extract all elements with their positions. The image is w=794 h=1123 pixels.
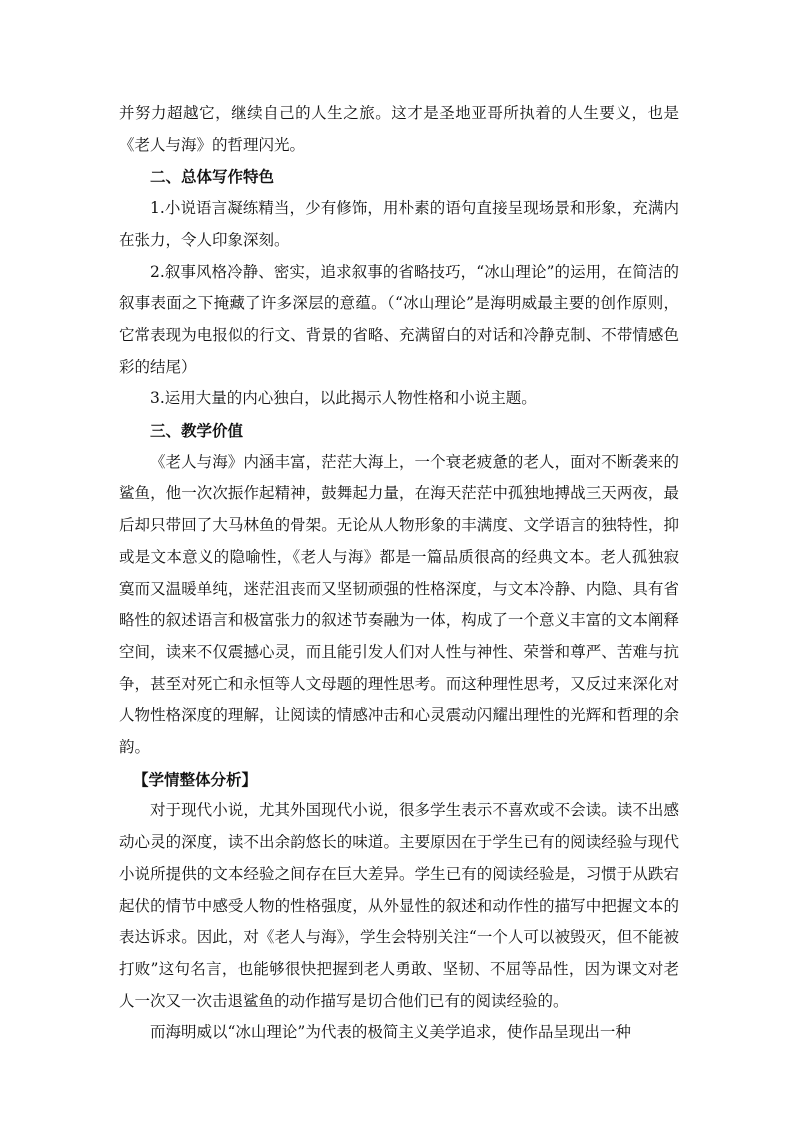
teaching-value-paragraph: 《老人与海》内涵丰富，茫茫大海上，一个衰老疲惫的老人，面对不断袭来的鲨鱼，他一次次振作起精神，鼓舞起力量，在海天茫茫中孤独地搏战三天两夜，最后却只带回了大马林鱼的骨架。无论从人物形象的丰满度、文学语言的独特性，抑或是文本意义的隐喻性，《老人与海》都是一篇品质很高的经典文本。老人孤独寂寞而又温暖单纯，迷茫沮丧而又坚韧顽强的性格深度，与文本冷静、内隐、具有省略性的叙述语言和极富张力的叙述节奏融为一体，构成了一个意义丰富的文本阐释空间，读来不仅震撼心灵，而且能引发人们对人性与神性、荣誉和尊严、苦难与抗争，甚至对死亡和永恒等人文母题的理性思考。而这种理性思考，又反过来深化对人物性格深度的理解，让阅读的情感冲击和心灵震动闪耀出理性的光辉和哲理的余韵。 <box>119 452 679 757</box>
section-heading-student-analysis: 【学情整体分析】 <box>132 769 257 789</box>
document-body <box>119 98 679 1049</box>
section-heading-teaching-value: 三、教学价值 <box>150 421 244 441</box>
feature-paragraph-3: 3.运用大量的内心独白，以此揭示人物性格和小说主题。 <box>150 389 537 408</box>
closing-paragraph: 而海明威以“冰山理论”为代表的极简主义美学追求，使作品呈现出一种 <box>150 1023 631 1042</box>
feature-paragraph-2: 2.叙事风格冷静、密实，追求叙事的省略技巧，“冰山理论”的运用，在简洁的叙事表面之下掩藏了许多深层的意蕴。（“冰山理论”是海明威最主要的创作原则，它常表现为电报似的行文、背景的省略、充满留白的对话和冷静克制、不带情感色彩的结尾） <box>119 262 679 376</box>
section-heading-writing-features: 二、总体写作特色 <box>150 167 275 187</box>
feature-paragraph-1: 1.小说语言凝练精当，少有修饰，用朴素的语句直接呈现场景和形象，充满内在张力，令人印象深刻。 <box>119 199 679 249</box>
continuation-paragraph: 并努力超越它，继续自己的人生之旅。这才是圣地亚哥所执着的人生要义，也是《老人与海》的哲理闪光。 <box>119 104 679 154</box>
student-analysis-paragraph: 对于现代小说，尤其外国现代小说，很多学生表示不喜欢或不会读。读不出感动心灵的深度，读不出余韵悠长的味道。主要原因在于学生已有的阅读经验与现代小说所提供的文本经验之间存在巨大差异。学生已有的阅读经验是，习惯于从跌宕起伏的情节中感受人物的性格强度，从外显性的叙述和动作性的描写中把握文本的表达诉求。因此，对《老人与海》，学生会特别关注“一个人可以被毁灭，但不能被打败”这句名言，也能够很快把握到老人勇敢、坚韧、不屈等品性，因为课文对老人一次又一次击退鲨鱼的动作描写是切合他们已有的阅读经验的。 <box>119 801 679 1010</box>
